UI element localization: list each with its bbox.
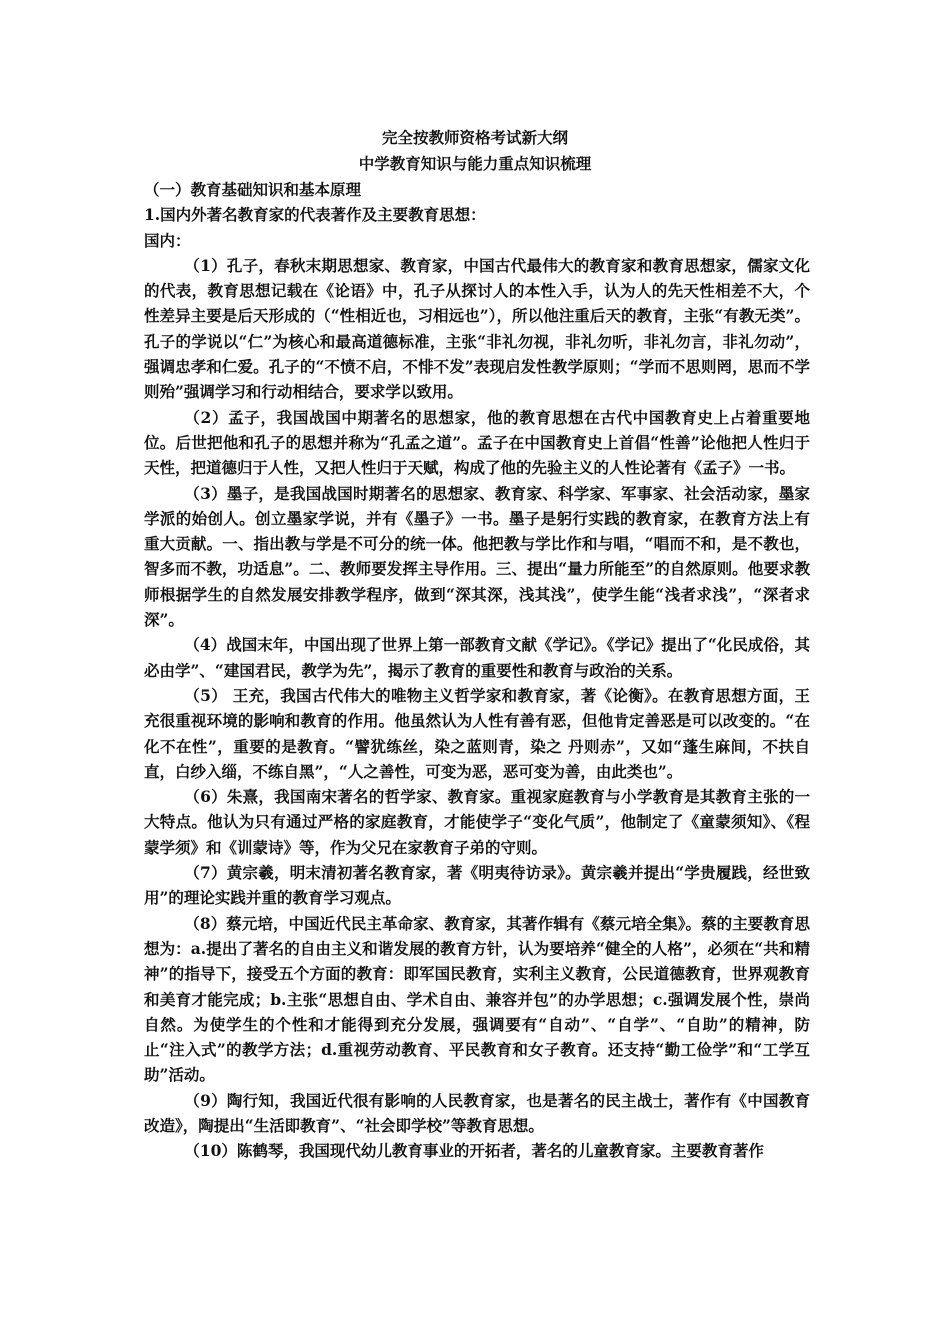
- domestic-label: 国内：: [144, 230, 191, 250]
- topic-heading: 1.国内外著名教育家的代表著作及主要教育思想：: [144, 205, 486, 225]
- paragraph-cai-yuanpei: （8）蔡元培，中国近代民主革命家、教育家，其著作辑有《蔡元培全集》。蔡的主要教育思想为：a.提出了著名的自由主义和谐发展的教育方针，认为要培养“健全的人格”，必须在“共和精神”的指导下，接受五个方面的教育：即军国民教育，实利主义教育，公民道德教育，世界观教育和美育才能完成；b.主张“思想自由、学术自由、兼容并包”的办学思想；c.强调发展个性，崇尚自然。为使学生的个性和才能得到充分发展，强调要有“自动”、“自学”、“自助”的精神，防止“注入式”的教学方法；d.重视劳动教育、平民教育和女子教育。还支持“勤工俭学”和“工学互助”活动。: [144, 913, 810, 1085]
- section-heading: （一）教育基础知识和基本原理: [144, 180, 362, 199]
- paragraph-zhu-xi: （6）朱熹，我国南宋著名的哲学家、教育家。重视家庭教育与小学教育是其教育主张的一大特点。他认为只有通过严格的家庭教育，才能使学子“变化气质”，他制定了《童蒙须知》、《程蒙学须》和《训蒙诗》等，作为父兄在家教育子弟的守则。: [144, 787, 810, 857]
- paragraph-tao-xingzhi: （9）陶行知，我国近代很有影响的人民教育家，也是著名的民主战士，著作有《中国教育改造》，陶提出“生活即教育”、“社会即学校”等教育思想。: [144, 1090, 810, 1135]
- paragraph-wang-chong: （5） 王充，我国古代伟大的唯物主义哲学家和教育家，著《论衡》。在教育思想方面，王充很重视环境的影响和教育的作用。他虽然认为人性有善有恶，但他肯定善恶是可以改变的。“在化不在性”，重要的是教育。“譬犹练丝，染之蓝则青，染之 丹则赤”，又如“蓬生麻间，不扶自直，白纱入缁，不练自黑”，“人之善性，可变为恶，恶可变为善，由此类也”。: [144, 685, 810, 781]
- paragraph-huang-zongxi: （7）黄宗羲，明末清初著名教育家，著《明夷待访录》。黄宗羲并提出“学贵履践，经世致用”的理论实践并重的教育学习观点。: [144, 863, 810, 908]
- paragraph-confucius: （1）孔子，春秋末期思想家、教育家，中国古代最伟大的教育家和教育思想家，儒家文化的代表，教育思想记载在《论语》中，孔子从探讨人的本性入手，认为人的先天性相差不大，个性差异主要是后天形成的（“性相近也，习相远也”），所以他注重后天的教育，主张“有教无类”。孔子的学说以“仁”为核心和最高道德标准，主张“非礼勿视，非礼勿听，非礼勿言，非礼勿动”，强调忠孝和仁爱。孔子的“不愤不启，不悱不发”表现启发性教学原则；“学而不思则罔，思而不学则殆”强调学习和行动相结合，要求学以致用。: [144, 255, 810, 402]
- paragraph-mencius: （2）孟子，我国战国中期著名的思想家，他的教育思想在古代中国教育史上占着重要地位。后世把他和孔子的思想并称为“孔孟之道”。孟子在中国教育史上首倡“性善”论他把人性归于天性，把道德归于人性，又把人性归于天赋，构成了他的先验主义的人性论著有《孟子》一书。: [144, 407, 810, 478]
- paragraph-mozi: （3）墨子，是我国战国时期著名的思想家、教育家、科学家、军事家、社会活动家，墨家学派的始创人。创立墨家学说，并有《墨子》一书。墨子是躬行实践的教育家，在教育方法上有重大贡献。一、指出教与学是不可分的统一体。他把教与学比作和与唱，“唱而不和，是不教也，智多而不教，功适息”。二、教师要发挥主导作用。三、提出“量力所能至”的自然原则。他要求教师根据学生的自然发展安排教学程序，做到“深其深，浅其浅”，使学生能“浅者求浅”，“深者求深”。: [144, 483, 810, 630]
- document-body: [144, 177, 810, 1164]
- paragraph-chen-heqin: （10）陈鹤琴，我国现代幼儿教育事业的开拓者，著名的儿童教育家。主要教育著作: [184, 1141, 764, 1161]
- paragraph-xueji: （4）战国末年，中国出现了世界上第一部教育文献《学记》。《学记》提出了“化民成俗，其必由学”、“建国君民，教学为先”，揭示了教育的重要性和教育与政治的关系。: [144, 635, 810, 680]
- document-subtitle: 中学教育知识与能力重点知识梳理: [358, 154, 592, 173]
- document-title: 完全按教师资格考试新大纲: [381, 128, 568, 147]
